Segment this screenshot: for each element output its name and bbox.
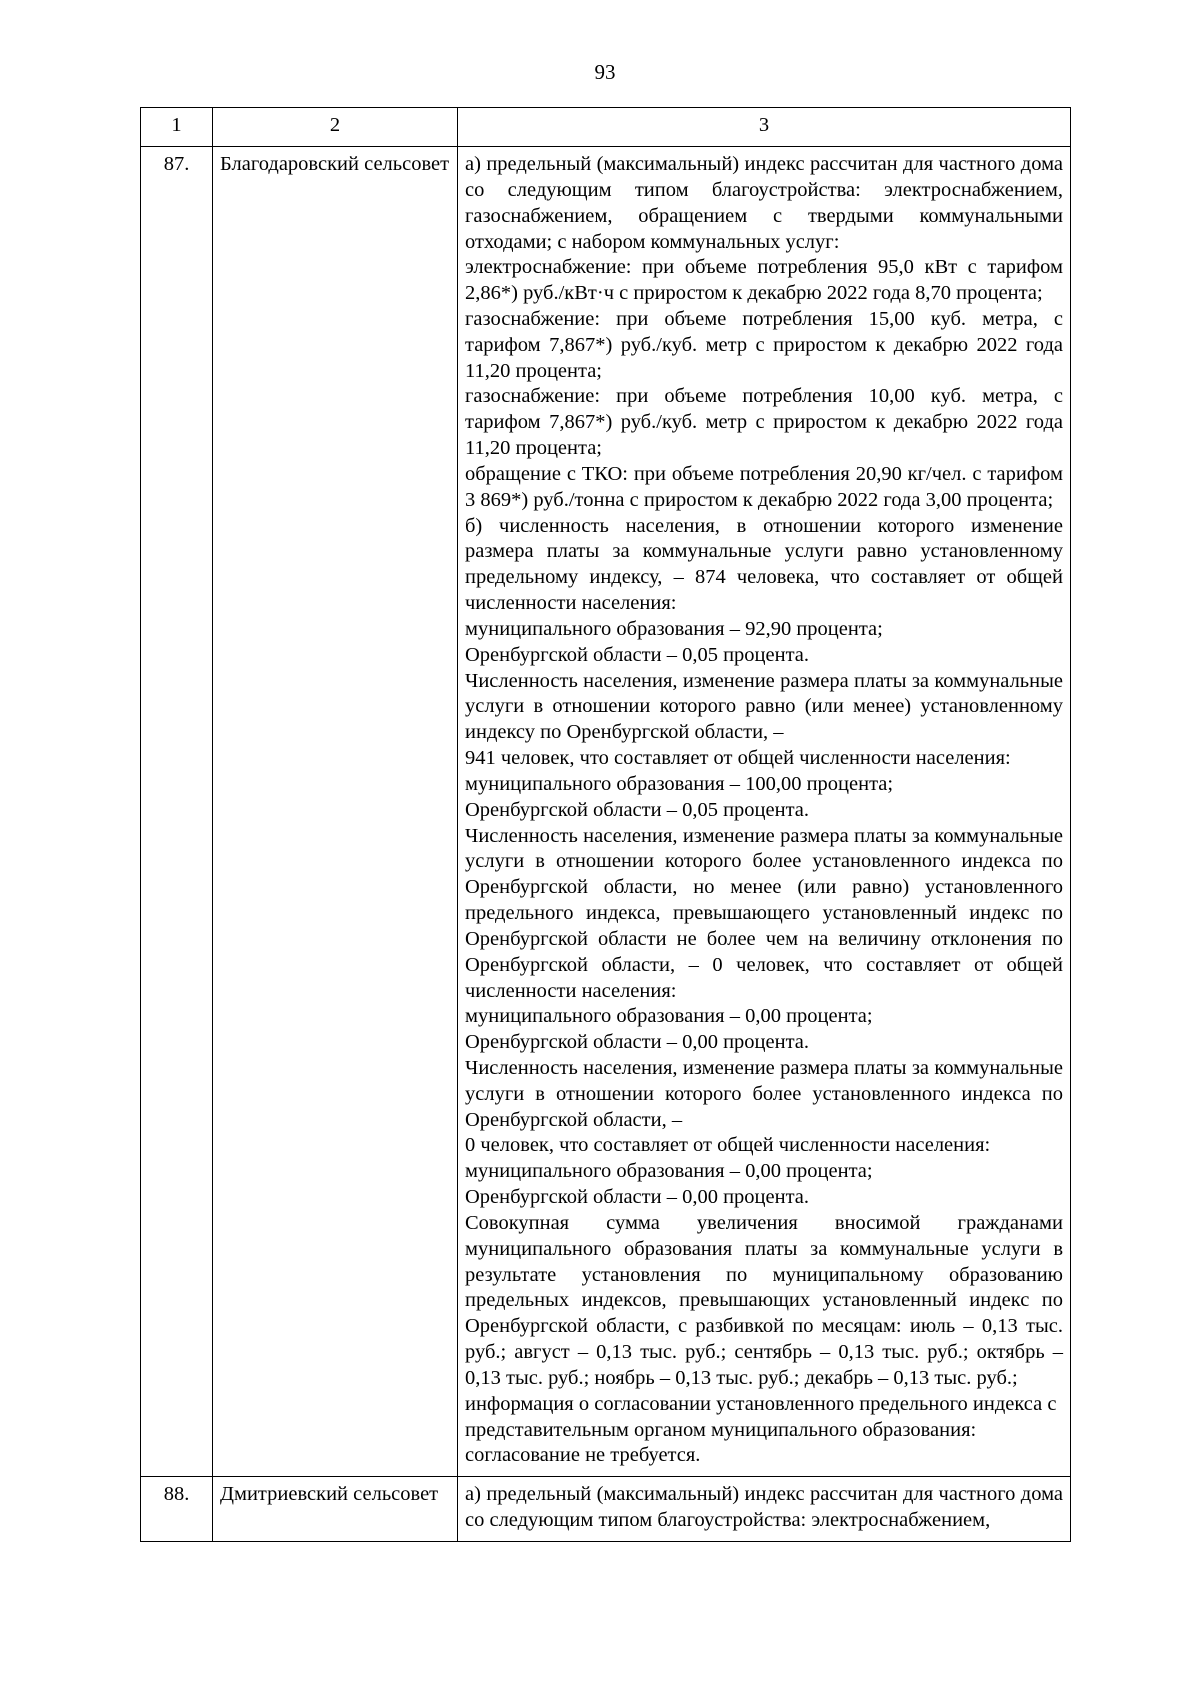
municipality-name: Дмитриевский сельсовет xyxy=(213,1477,458,1542)
column-header-1: 1 xyxy=(141,108,213,147)
detail-paragraph: Численность населения, изменение размера платы за коммунальные услуги в отношении которого более установленного индекса по Оренбургской области, но менее (или равно) установленного предельного индекса, превышающего установленный индекс по Оренбургской области не более чем на величину отклонения по Оренбургской области, – 0 человек, что составляет от общей численности населения: xyxy=(465,824,1063,1002)
detail-paragraph: Численность населения, изменение размера платы за коммунальные услуги в отношении которого более установленного индекса по Оренбургской области, – xyxy=(465,1057,1063,1131)
detail-paragraph: а) предельный (максимальный) индекс рассчитан для частного дома со следующим типом благоустройства: электроснабжением, газоснабжением, обращением с твердыми коммунальными отходами; с набором коммунальных услуг: xyxy=(465,153,1063,253)
detail-paragraph: Оренбургской области – 0,05 процента. xyxy=(465,643,810,666)
row-number: 88. xyxy=(141,1477,213,1542)
detail-paragraph: газоснабжение: при объеме потребления 10,00 куб. метра, с тарифом 7,867*) руб./куб. метр с приростом к декабрю 2022 года 11,20 процента; xyxy=(465,385,1063,460)
row-number: 87. xyxy=(141,147,213,1477)
detail-paragraph: Совокупная сумма увеличения вносимой гражданами муниципального образования платы за коммунальные услуги в результате установления по муниципальному образованию предельных индексов, превышающих установленный индекс по Оренбургской области, с разбивкой по месяцам: июль – 0,13 тыс. руб.; август – 0,13 тыс. руб.; сентябрь – 0,13 тыс. руб.; октябрь – 0,13 тыс. руб.; ноябрь – 0,13 тыс. руб.; декабрь – 0,13 тыс. руб.; xyxy=(465,1211,1063,1389)
table-header-row xyxy=(141,108,1071,147)
detail-paragraph: газоснабжение: при объеме потребления 15,00 куб. метра, с тарифом 7,867*) руб./куб. метр с приростом к декабрю 2022 года 11,20 процента; xyxy=(465,307,1063,382)
data-table xyxy=(140,107,1071,1542)
detail-paragraph: Численность населения, изменение размера платы за коммунальные услуги в отношении которого равно (или менее) установленному индексу по Оренбургской области, – xyxy=(465,669,1063,744)
column-header-2: 2 xyxy=(213,108,458,147)
page-number: 93 xyxy=(594,60,616,84)
row-details xyxy=(458,1477,1071,1542)
detail-paragraph: электроснабжение: при объеме потребления 95,0 кВт с тарифом 2,86*) руб./кВт·ч с приростом к декабрю 2022 года 8,70 процента; xyxy=(465,256,1063,305)
column-header-3: 3 xyxy=(458,108,1071,147)
detail-paragraph: обращение с ТКО: при объеме потребления 20,90 кг/чел. с тарифом 3 869*) руб./тонна с приростом к декабрю 2022 года 3,00 процента; xyxy=(465,462,1063,511)
detail-paragraph: муниципального образования – 0,00 процента; xyxy=(465,1160,873,1183)
detail-paragraph: Оренбургской области – 0,00 процента. xyxy=(465,1031,810,1054)
detail-paragraph: а) предельный (максимальный) индекс рассчитан для частного дома со следующим типом благоустройства: электроснабжением, xyxy=(465,1483,1063,1532)
detail-paragraph: муниципального образования – 100,00 процента; xyxy=(465,772,894,795)
detail-paragraph: Оренбургской области – 0,05 процента. xyxy=(465,798,810,821)
municipality-name: Благодаровский сельсовет xyxy=(213,147,458,1477)
row-details xyxy=(458,147,1071,1477)
detail-paragraph: 941 человек, что составляет от общей численности населения: xyxy=(465,747,1011,770)
detail-paragraph: 0 человек, что составляет от общей численности населения: xyxy=(465,1134,991,1157)
detail-paragraph: муниципального образования – 0,00 процента; xyxy=(465,1005,873,1028)
detail-paragraph: муниципального образования – 92,90 процента; xyxy=(465,617,883,640)
detail-paragraph: Оренбургской области – 0,00 процента. xyxy=(465,1186,810,1209)
detail-paragraph: б) численность населения, в отношении которого изменение размера платы за коммунальные услуги равно установленному предельному индексу, – 874 человека, что составляет от общей численности населения: xyxy=(465,514,1063,615)
table-row xyxy=(141,147,1071,1477)
detail-paragraph: информация о согласовании установленного предельного индекса с представительным органом муниципального образования: согласование не требуется. xyxy=(465,1392,1057,1467)
table-row xyxy=(141,1477,1071,1542)
